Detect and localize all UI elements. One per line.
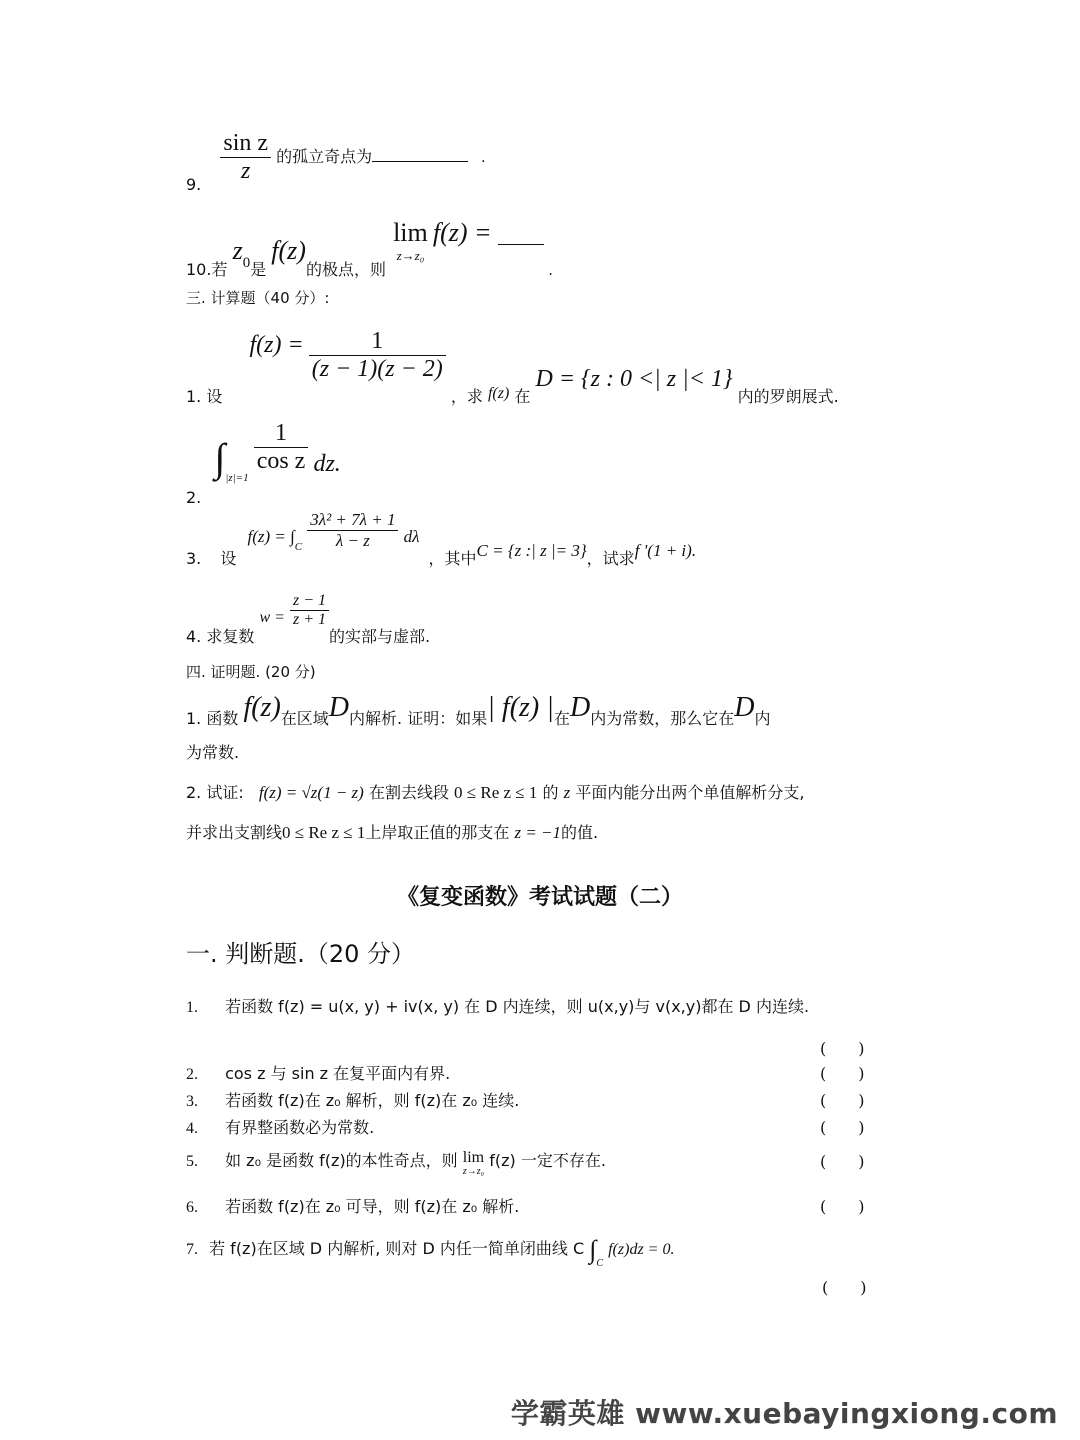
- fraction: [220, 130, 271, 185]
- question-number: 1. 设: [186, 387, 223, 406]
- z-value: z = −1: [514, 823, 562, 842]
- proof-question-1-line2: 为常数.: [186, 743, 240, 762]
- item-text: 若 f(z)在区域 D 内解析, 则对 D 内任一简单闭曲线 C: [209, 1239, 585, 1258]
- fraction-denominator: λ − z: [335, 531, 370, 550]
- item-number: 3.: [186, 1093, 198, 1110]
- function-lhs: f(z) = ∫: [247, 527, 295, 546]
- answer-paren[interactable]: ( ): [820, 1152, 865, 1171]
- question-text: 内为常数，那么它在: [590, 709, 735, 728]
- question-text: 设: [220, 549, 237, 568]
- z-symbol: z: [563, 783, 571, 802]
- fraction-denominator: cos z: [256, 448, 306, 474]
- differential: dz.: [313, 451, 341, 477]
- question-text: 内解析. 证明：如果: [349, 709, 488, 728]
- contour-set: C = {z :| z |= 3}: [476, 541, 587, 560]
- integral-subscript: C: [596, 1258, 604, 1269]
- exam-title: 《复变函数》考试试题（二）: [396, 885, 683, 910]
- judgment-item-5: [186, 1148, 606, 1176]
- calc-question-3: [186, 510, 697, 568]
- function-lhs: w =: [259, 609, 285, 626]
- question-text: ，试求: [586, 549, 635, 568]
- judgment-item-1: [186, 994, 809, 1017]
- section-4-title: 四. 证明题. (20 分): [186, 663, 316, 681]
- segment-condition: 0 ≤ Re z ≤ 1: [282, 823, 366, 842]
- proof-question-1: [186, 692, 771, 728]
- domain-symbol: D: [734, 692, 755, 723]
- domain-set: D = {z : 0 <| z |< 1}: [535, 366, 733, 392]
- integral-subscript: C: [294, 541, 303, 553]
- fraction: [309, 328, 446, 383]
- judgment-section-title: 一. 判断题.（20 分）: [186, 940, 416, 968]
- question-number: 3.: [186, 549, 202, 568]
- question-text: 在: [514, 387, 531, 406]
- answer-paren[interactable]: ( ): [820, 1039, 865, 1058]
- fraction: [254, 420, 309, 475]
- modulus-expression: | f(z) |: [487, 692, 554, 723]
- calc-question-2: [186, 420, 341, 507]
- question-text: 4. 求复数: [186, 627, 255, 646]
- lim-subscript: z→z₀: [462, 1166, 485, 1177]
- fraction-numerator: 1: [309, 328, 446, 356]
- item-text: f(z) 一定不存在.: [489, 1151, 606, 1170]
- question-text: 内的罗朗展式.: [737, 387, 839, 406]
- function-lhs: f(z) =: [249, 332, 304, 358]
- question-number: 2.: [186, 488, 202, 507]
- question-text: 2. 试证:: [186, 783, 244, 802]
- target-expression: f '(1 + i).: [634, 541, 697, 560]
- differential: dλ: [403, 527, 420, 546]
- item-number: 1.: [186, 999, 198, 1016]
- judgment-item-2: [186, 1061, 450, 1084]
- item-text: 若函数 f(z) = u(x, y) + iv(x, y) 在 D 内连续，则 u(x,y)与 v(x,y)都在 D 内连续.: [225, 997, 810, 1016]
- fraction-numerator: sin z: [220, 130, 271, 158]
- answer-blank: [372, 161, 468, 162]
- judgment-item-7: [186, 1231, 675, 1269]
- question-text: 1. 函数: [186, 709, 239, 728]
- question-number: 9.: [186, 175, 202, 194]
- question-text: 平面内能分出两个单值解析分支,: [575, 783, 805, 802]
- section-3-title: 三. 计算题（40 分）:: [186, 289, 330, 307]
- integral-subscript: |z|=1: [225, 472, 249, 484]
- segment-condition: 0 ≤ Re z ≤ 1: [454, 783, 538, 802]
- fraction-numerator: 3λ² + 7λ + 1: [307, 510, 398, 531]
- question-text: 若: [211, 260, 228, 279]
- limit-operator: [463, 1150, 484, 1178]
- fraction-denominator: z + 1: [293, 611, 327, 628]
- item-number: 4.: [186, 1120, 198, 1137]
- lim-text: lim: [462, 1149, 485, 1166]
- period: .: [548, 262, 553, 279]
- fraction-numerator: z − 1: [290, 592, 329, 611]
- question-text: ，其中: [428, 549, 477, 568]
- domain-symbol: D: [569, 692, 591, 723]
- question-text: 的极点，则: [305, 260, 386, 279]
- answer-paren[interactable]: ( ): [820, 1197, 865, 1216]
- z0-subscript: 0: [242, 255, 251, 271]
- item-text: 若函数 f(z)在 z₀ 解析，则 f(z)在 z₀ 连续.: [225, 1091, 520, 1110]
- question-text: 内: [754, 709, 771, 728]
- function-symbol: f(z): [487, 385, 510, 402]
- item-text: 有界整函数必为常数.: [225, 1118, 375, 1137]
- question-number: 10.: [186, 260, 212, 279]
- question-text: 的: [542, 783, 559, 802]
- limit-operator: [393, 218, 428, 264]
- fraction: [307, 510, 398, 551]
- question-text: 在: [553, 709, 570, 728]
- item-number: 6.: [186, 1199, 198, 1216]
- function-symbol: f(z): [271, 236, 306, 265]
- question-text: 是: [250, 260, 267, 279]
- proof-question-2: [186, 780, 804, 803]
- question-10: [186, 218, 553, 279]
- question-text: 在割去线段: [368, 783, 449, 802]
- judgment-item-3: [186, 1088, 519, 1111]
- item-text: 如 z₀ 是函数 f(z)的本性奇点，则: [225, 1151, 458, 1170]
- answer-paren[interactable]: ( ): [820, 1064, 865, 1083]
- answer-blank: [498, 218, 544, 245]
- fraction-numerator: 1: [254, 420, 309, 448]
- question-text: ，求: [450, 387, 483, 406]
- domain-symbol: D: [328, 692, 350, 723]
- proof-question-2-line2: [186, 820, 598, 843]
- fraction-denominator: z: [241, 158, 251, 184]
- judgment-item-4: [186, 1115, 374, 1138]
- question-text: 的值.: [561, 823, 599, 842]
- watermark: 学霸英雄 www.xuebayingxiong.com: [510, 1397, 1058, 1430]
- question-text: 的孤立奇点为: [276, 147, 373, 166]
- period: .: [481, 149, 486, 166]
- limit-expression: f(z) =: [432, 218, 492, 247]
- question-text: 上岸取正值的那支在: [365, 823, 510, 842]
- lim-text: lim: [393, 218, 428, 247]
- item-text: f(z)dz = 0.: [608, 1241, 675, 1258]
- item-number: 2.: [186, 1066, 198, 1083]
- question-text: 的实部与虚部.: [329, 627, 431, 646]
- lim-subscript: z→z₀: [396, 248, 425, 263]
- integral-sign: ∫: [214, 435, 226, 480]
- item-number: 7.: [186, 1241, 198, 1258]
- z0-symbol: z: [232, 236, 243, 265]
- function-expression: f(z) = √z(1 − z): [258, 783, 364, 802]
- question-text: 并求出支割线: [186, 823, 283, 842]
- item-text: 若函数 f(z)在 z₀ 可导，则 f(z)在 z₀ 解析.: [225, 1197, 520, 1216]
- question-text: 在区域: [280, 709, 329, 728]
- answer-paren[interactable]: ( ): [822, 1278, 867, 1297]
- fraction-denominator: (z − 1)(z − 2): [311, 356, 443, 382]
- item-text: cos z 与 sin z 在复平面内有界.: [225, 1064, 451, 1083]
- calc-question-4: [186, 592, 431, 646]
- item-number: 5.: [186, 1153, 198, 1170]
- judgment-item-6: [186, 1194, 519, 1217]
- question-9: [186, 130, 486, 194]
- answer-paren[interactable]: ( ): [820, 1091, 865, 1110]
- calc-question-1: [186, 328, 839, 406]
- function-symbol: f(z): [243, 692, 281, 723]
- answer-paren[interactable]: ( ): [820, 1118, 865, 1137]
- fraction: [290, 592, 329, 629]
- integral-sign: ∫: [589, 1235, 597, 1264]
